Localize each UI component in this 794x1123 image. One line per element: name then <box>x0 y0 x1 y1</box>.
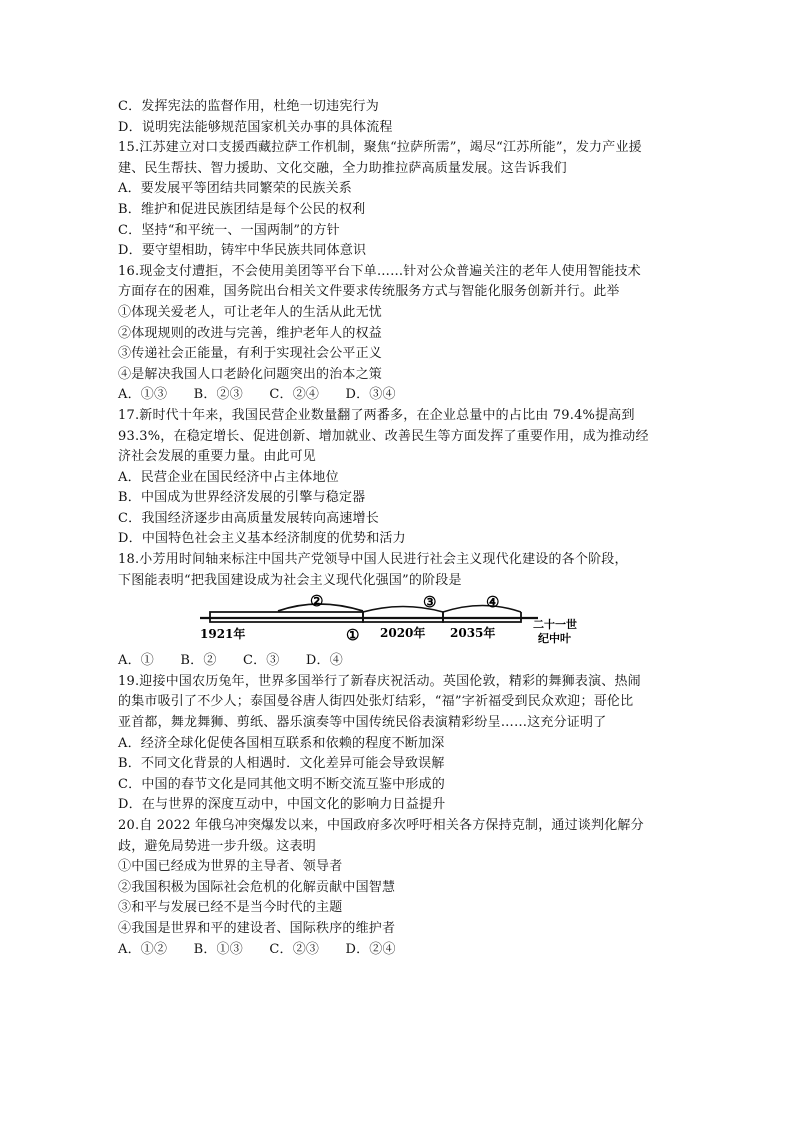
answer-options: A．①② B．①③ C．②③ D．②④ <box>118 941 396 957</box>
year-label-1921: 1921年 <box>200 627 246 642</box>
marker-4: ④ <box>486 593 500 612</box>
marker-1: ① <box>346 626 360 645</box>
statement-2: ②体现规则的改进与完善，维护老年人的权益 <box>118 325 383 341</box>
end-label-line2: 纪中叶 <box>538 632 571 646</box>
end-label-line1: 二十一世 <box>533 618 577 632</box>
question-17-stem: 17.新时代十年来，我国民营企业数量翻了两番多，在企业总量中的占比由 79.4%提高到 <box>118 407 635 423</box>
statement-1: ①体现关爱老人，可让老年人的生活从此无忧 <box>118 304 383 320</box>
text-line: 建、民生帮扶、智力援助、文化交融，全力助推拉萨高质量发展。这告诉我们 <box>118 160 567 176</box>
timeline-figure <box>118 591 678 651</box>
statement-4: ④我国是世界和平的建设者、国际秩序的维护者 <box>118 920 396 936</box>
timeline-diagram <box>198 591 598 649</box>
text-line: 亚首都，舞龙舞狮、剪纸、器乐演奏等中国传统民俗表演精彩纷呈……这充分证明了 <box>118 715 607 731</box>
statement-3: ③和平与发展已经不是当今时代的主题 <box>118 900 343 916</box>
question-19-stem: 19.迎接中国农历兔年，世界多国举行了新春庆祝活动。英国伦敦，精彩的舞狮表演、热闹 <box>118 673 641 689</box>
year-label-2035: 2035年 <box>450 626 496 641</box>
text-line: D．说明宪法能够规范国家机关办事的具体流程 <box>118 119 393 135</box>
text-line: 歧，避免局势进一步升级。这表明 <box>118 838 317 854</box>
question-18-stem: 18.小芳用时间轴来标注中国共产党领导中国人民进行社会主义现代化建设的各个阶段， <box>118 552 628 568</box>
option-b: B．中国成为世界经济发展的引擎与稳定器 <box>118 490 366 506</box>
question-15-stem: 15.江苏建立对口支援西藏拉萨工作机制，聚焦“拉萨所需”，竭尽“江苏所能”，发力产业援 <box>118 140 642 156</box>
option-a: A．要发展平等团结共同繁荣的民族关系 <box>118 181 352 197</box>
statement-2: ②我国积极为国际社会危机的化解贡献中国智慧 <box>118 879 396 895</box>
option-c: C．我国经济逐步由高质量发展转向高速增长 <box>118 510 379 526</box>
option-d: D．要守望相助，铸牢中华民族共同体意识 <box>118 243 367 259</box>
option-b: B．维护和促进民族团结是每个公民的权利 <box>118 201 366 217</box>
bracket-4 <box>443 606 521 613</box>
text-line: 的集市吸引了不少人；泰国曼谷唐人街四处张灯结彩，“福”字祈福受到民众欢迎；哥伦比 <box>118 694 634 710</box>
option-b: B．不同文化背景的人相遇时．文化差异可能会导致误解 <box>118 756 445 772</box>
statement-3: ③传递社会正能量，有利于实现社会公平正义 <box>118 346 383 362</box>
answer-options: A．①③ B．②③ C．②④ D．③④ <box>118 387 396 403</box>
option-c: C．坚持“和平统一、一国两制”的方针 <box>118 222 340 238</box>
option-a: A．民营企业在国民经济中占主体地位 <box>118 469 339 485</box>
option-c: C．中国的春节文化是同其他文明不断交流互鉴中形成的 <box>118 776 445 792</box>
marker-3: ③ <box>423 593 437 612</box>
text-line: C．发挥宪法的监督作用，杜绝一切违宪行为 <box>118 99 379 114</box>
text-line: 方面存在的困难，国务院出台相关文件要求传统服务方式与智能化服务创新并行。此举 <box>118 284 620 300</box>
text-line: 济社会发展的重要力量。由此可见 <box>118 449 317 465</box>
option-d: D．中国特色社会主义基本经济制度的优势和活力 <box>118 531 406 547</box>
question-20-stem: 20.自 2022 年俄乌冲突爆发以来，中国政府多次呼吁相关各方保持克制，通过谈判化解分 <box>118 818 644 833</box>
statement-4: ④是解决我国人口老龄化问题突出的治本之策 <box>118 366 383 382</box>
answer-options: A．① B．② C．③ D．④ <box>118 653 343 669</box>
option-d: D．在与世界的深度互动中，中国文化的影响力日益提升 <box>118 797 446 813</box>
year-label-2020: 2020年 <box>380 626 426 641</box>
text-line: 下图能表明“把我国建设成为社会主义现代化强国”的阶段是 <box>118 572 462 588</box>
exam-page <box>118 97 678 960</box>
question-16-stem: 16.现金支付遭拒，不会使用美团等平台下单……针对公众普遍关注的老年人使用智能技术 <box>118 263 641 279</box>
text-line: 93.3%，在稳定增长、促进创新、增加就业、改善民生等方面发挥了重要作用，成为推动经 <box>118 428 649 444</box>
marker-2: ② <box>310 592 324 611</box>
question-block-lower <box>118 651 678 960</box>
statement-1: ①中国已经成为世界的主导者、领导者 <box>118 859 343 875</box>
question-block-upper <box>118 97 678 591</box>
option-a: A．经济全球化促使各国相互联系和依赖的程度不断加深 <box>118 735 445 751</box>
